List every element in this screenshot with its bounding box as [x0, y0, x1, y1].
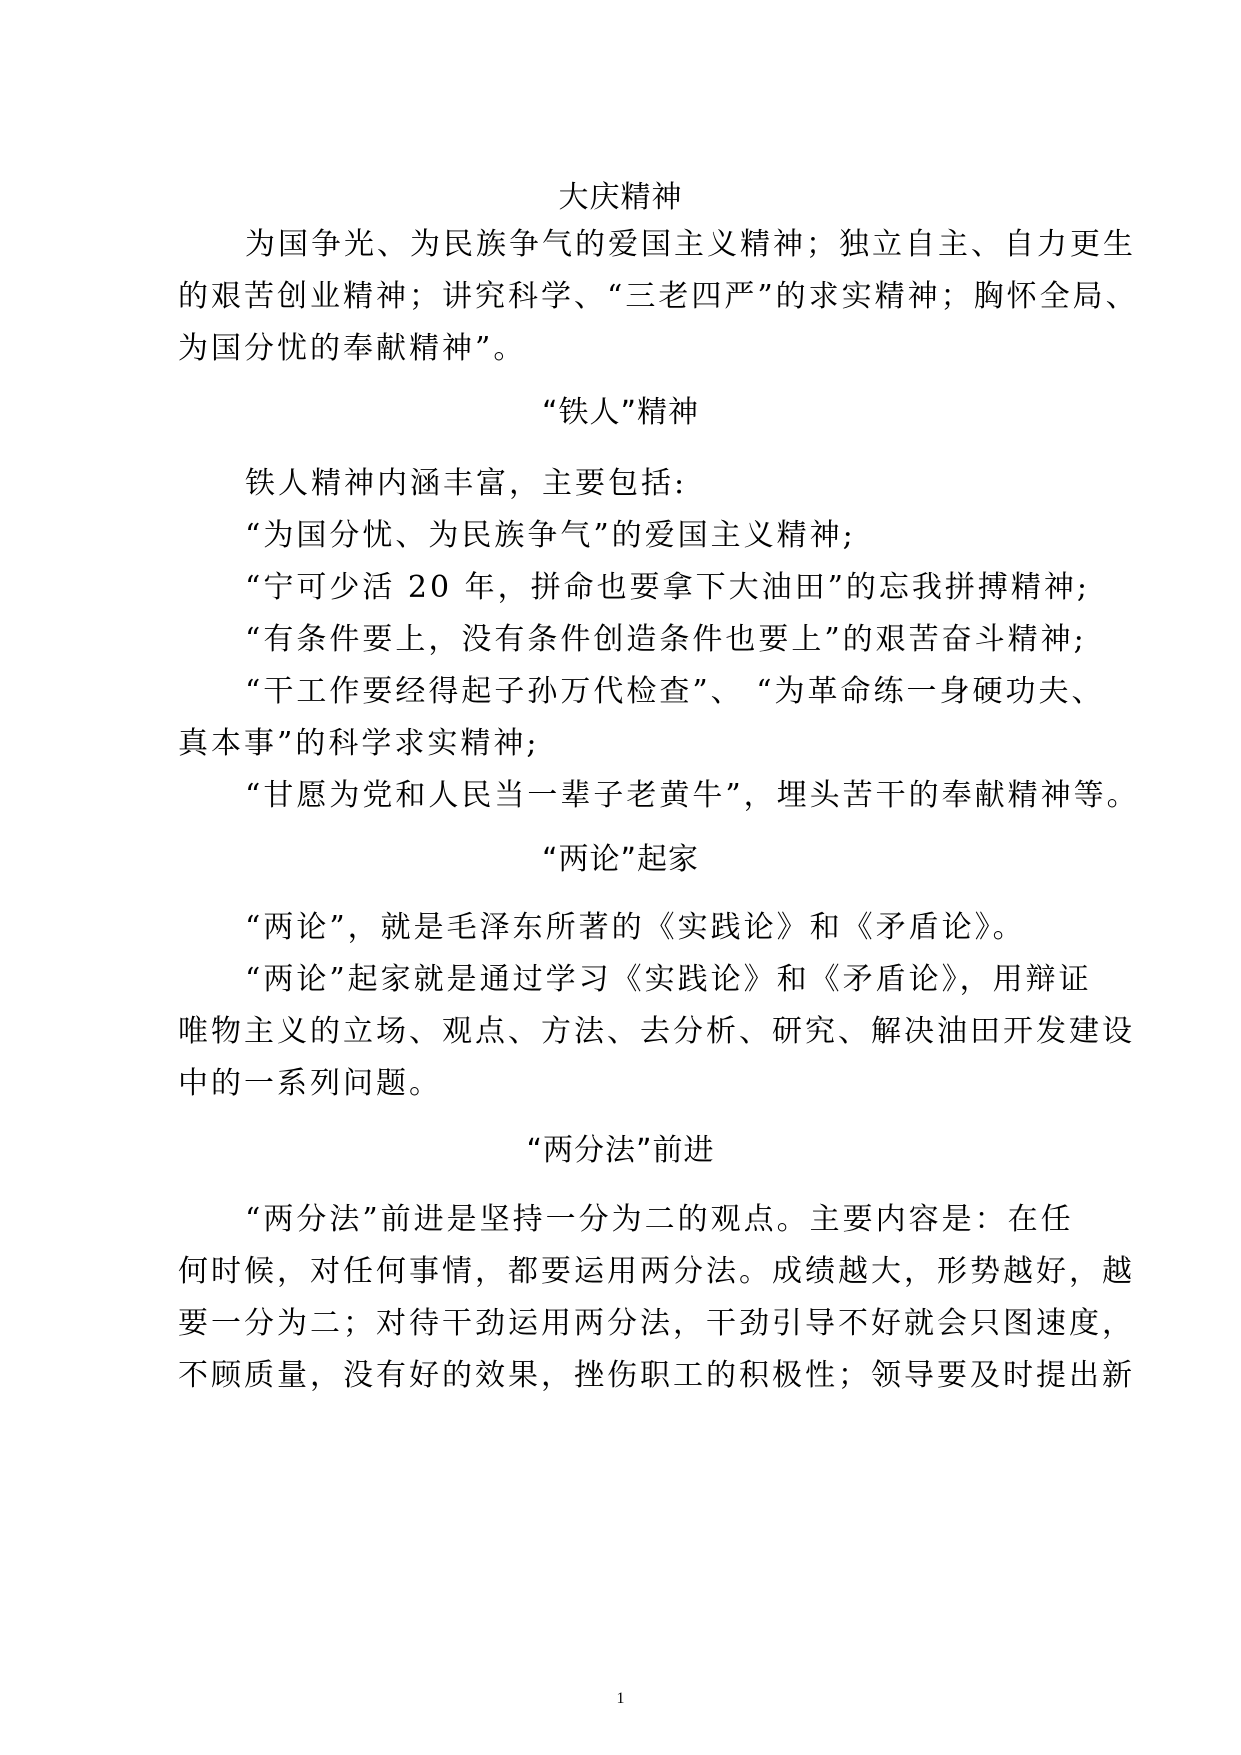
- page-number: 1: [616, 1690, 625, 1707]
- paragraph-line: “宁可少活 20 年，拼命也要拿下大油田”的忘我拼搏精神;: [245, 570, 1091, 605]
- paragraph-line: 要一分为二；对待干劲运用两分法，干劲引导不好就会只图速度，: [178, 1306, 1135, 1341]
- paragraph-line: 铁人精神内涵丰富，主要包括:: [245, 466, 688, 501]
- section-heading-two-theories: “两论”起家: [541, 842, 700, 877]
- paragraph-line: “两论”，就是毛泽东所著的《实践论》和《矛盾论》。: [245, 910, 1026, 945]
- paragraph-line: “甘愿为党和人民当一辈子老黄牛”，埋头苦干的奉献精神等。: [245, 778, 1140, 813]
- section-heading-ironman-spirit: “铁人”精神: [541, 395, 700, 430]
- paragraph-line: “为国分忧、为民族争气”的爱国主义精神;: [245, 518, 856, 553]
- paragraph-line: 唯物主义的立场、观点、方法、去分析、研究、解决油田开发建设: [178, 1014, 1135, 1049]
- paragraph-line: “两论”起家就是通过学习《实践论》和《矛盾论》，用辩证: [245, 962, 1092, 997]
- paragraph-line: “有条件要上，没有条件创造条件也要上”的艰苦奋斗精神;: [245, 622, 1087, 657]
- paragraph-line: “干工作要经得起子孙万代检查”、 “为革命练一身硬功夫、: [245, 674, 1105, 709]
- paragraph-line: 的艰苦创业精神；讲究科学、“三老四严”的求实精神；胸怀全局、: [178, 279, 1139, 314]
- paragraph-line: 不顾质量，没有好的效果，挫伤职工的积极性；领导要及时提出新: [178, 1358, 1135, 1393]
- paragraph-line: 中的一系列问题。: [178, 1066, 442, 1101]
- paragraph-line: “两分法”前进是坚持一分为二的观点。主要内容是：在任: [245, 1202, 1074, 1237]
- section-heading-daqing-spirit: 大庆精神: [558, 180, 683, 215]
- paragraph-line: 为国分忧的奉献精神”。: [178, 331, 527, 366]
- paragraph-line: 为国争光、为民族争气的爱国主义精神；独立自主、自力更生: [245, 227, 1136, 262]
- section-heading-two-point-method: “两分法”前进: [526, 1133, 715, 1168]
- paragraph-line: 何时候，对任何事情，都要运用两分法。成绩越大，形势越好，越: [178, 1254, 1135, 1289]
- paragraph-line: 真本事”的科学求实精神;: [178, 726, 540, 761]
